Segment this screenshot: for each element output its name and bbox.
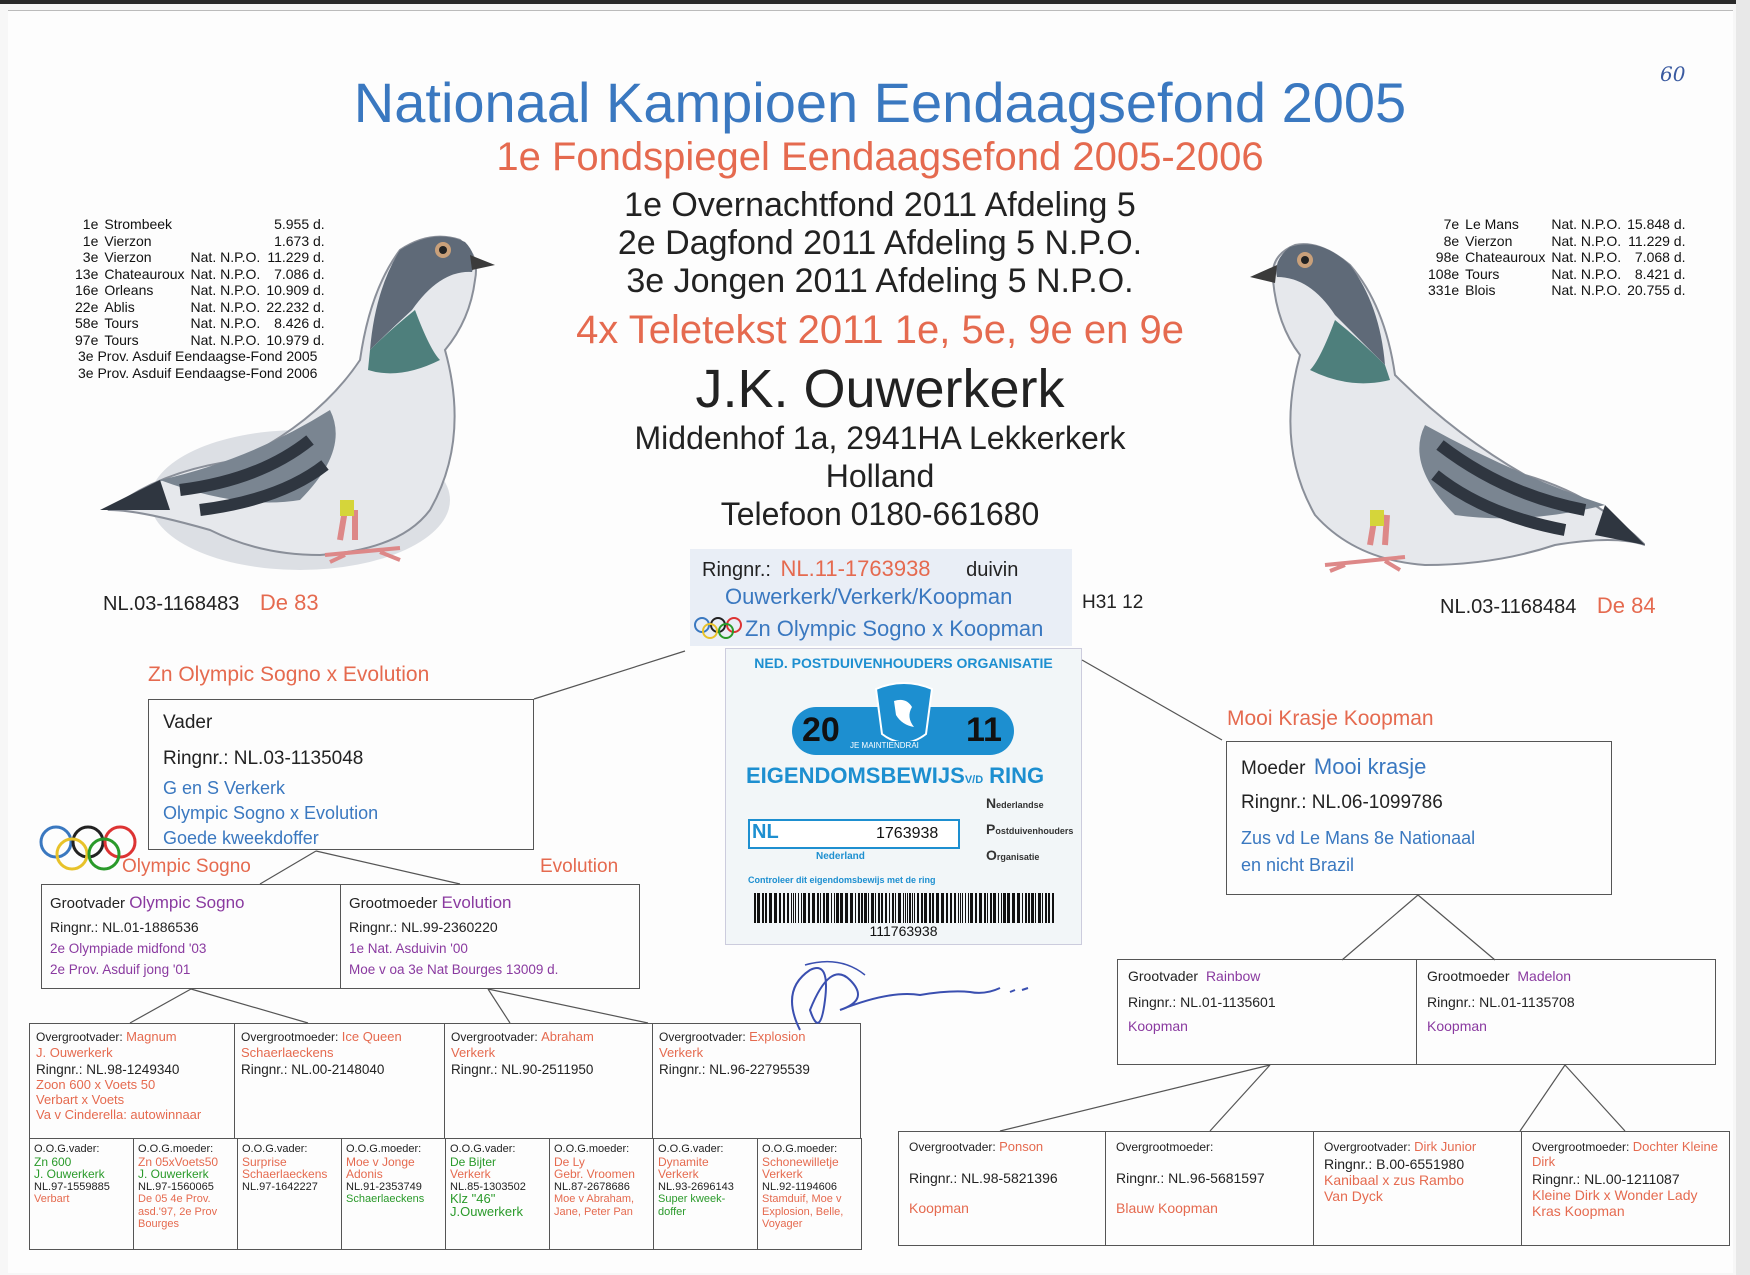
card-country: NL	[752, 821, 779, 843]
left-result-dist: 10.979 d.	[266, 331, 325, 348]
oog-role: O.O.G.moeder:	[762, 1143, 838, 1155]
left-bird-ring: NL.03-1168483	[103, 593, 240, 615]
oog-left-box	[341, 1138, 446, 1250]
grandfather-left-box	[41, 884, 341, 989]
page-title: Nationaal Kampioen Eendaagsefond 2005	[353, 71, 1407, 134]
gp-left-label-left: Olympic Sogno	[122, 856, 251, 877]
ggp-right-ring: Ringnr.: B.00-6551980	[1324, 1156, 1465, 1172]
oog-left-box	[549, 1138, 654, 1250]
oog-left-box	[237, 1138, 342, 1250]
oog-ring: NL.93-2696143	[658, 1180, 734, 1193]
father-line-1: G en S Verkerk	[163, 778, 286, 798]
grandmother-right-line-1: Koopman	[1427, 1018, 1487, 1034]
father-line-3: Goede kweekdoffer	[163, 828, 319, 848]
father-line-2: Olympic Sogno x Evolution	[163, 803, 379, 823]
ggp-right-role: Overgrootmoeder:	[1116, 1140, 1214, 1154]
left-extra-2: 3e Prov. Asduif Eendaagse-Fond 2006	[78, 364, 318, 381]
ggp-breeder: Verkerk	[659, 1045, 704, 1060]
right-result-place: 98e	[1435, 249, 1460, 265]
oog-name: Moe v Jonge	[346, 1154, 415, 1169]
ggp-right-ring: Ringnr.: NL.00-1211087	[1532, 1171, 1680, 1187]
left-result-race: Orleans	[104, 282, 154, 298]
right-result-race: Le Mans	[1465, 216, 1519, 232]
ggp-ring: Ringnr.: NL.98-1249340	[36, 1062, 180, 1077]
ggp-right-box	[1105, 1131, 1314, 1246]
oog-ring: NL.97-1559885	[34, 1180, 110, 1193]
oog-role: O.O.G.moeder:	[554, 1143, 630, 1155]
ggp-left-box	[444, 1023, 653, 1139]
left-result-place: 3e	[82, 249, 99, 265]
oog-breeder: Verkerk	[450, 1167, 491, 1181]
left-result-place: 13e	[75, 265, 99, 282]
ggp-ring: Ringnr.: NL.00-2148040	[241, 1062, 385, 1077]
oog-line-2: J.Ouwerkerk	[450, 1203, 523, 1219]
oog-role: O.O.G.vader:	[658, 1143, 724, 1155]
card-side-3: Organisatie	[986, 847, 1040, 863]
father-heading: Zn Olympic Sogno x Evolution	[148, 663, 430, 686]
oog-name: Zn 05xVoets50	[138, 1154, 219, 1169]
mother-line-2: en nicht Brazil	[1241, 855, 1355, 875]
right-result-dist: 11.229 d.	[1628, 232, 1686, 249]
left-result-place: 97e	[75, 331, 99, 348]
left-result-dist: 10.909 d.	[266, 282, 325, 298]
oog-ring: NL.97-1642227	[242, 1180, 318, 1193]
ggp-breeder: J. Ouwerkerk	[36, 1045, 113, 1060]
right-result-race: Blois	[1465, 282, 1496, 298]
grandmother-right-ring: Ringnr.: NL.01-1135708	[1427, 994, 1575, 1010]
left-result-race: Vierzon	[104, 232, 152, 249]
right-result-dist: 20.755 d.	[1627, 282, 1686, 298]
ggp-line-2: Verbart x Voets	[36, 1092, 125, 1107]
right-result-place: 108e	[1428, 265, 1460, 282]
card-side-2: Postduivenhouders	[986, 821, 1074, 837]
ggp-role: Overgrootvader:	[659, 1030, 746, 1044]
grandfather-right-role: Grootvader	[1128, 968, 1199, 984]
oog-role: O.O.G.vader:	[450, 1143, 516, 1155]
card-ring-number: 1763938	[876, 825, 939, 842]
left-result-dist: 8.426 d.	[274, 315, 325, 331]
grandfather-left-line-2: 2e Prov. Asduif jong '01	[50, 962, 191, 977]
card-title: EIGENDOMSBEWIJSV/D RING	[746, 763, 1045, 788]
left-result-race: Chateauroux	[104, 265, 185, 282]
ggp-right-role: Overgrootvader:	[1324, 1140, 1411, 1154]
ggp-left-box	[234, 1023, 445, 1139]
ggp-right-name: Dirk Junior	[1414, 1139, 1477, 1154]
oog-line: Moe v Abraham, Jane, Peter Pan	[554, 1193, 635, 1218]
right-bird-ring: NL.03-1168484	[1440, 596, 1577, 618]
oog-name: De Bijter	[450, 1154, 497, 1169]
grandmother-left-line-2: Moe v oa 3e Nat Bourges 13009 d.	[349, 962, 559, 977]
oog-breeder: Adonis	[346, 1167, 383, 1181]
barcode-number: 111763938	[869, 923, 938, 939]
father-role: Vader	[163, 712, 213, 733]
left-result-org: Nat. N.P.O.	[190, 265, 261, 282]
oog-name: Schonewilletje	[762, 1154, 839, 1169]
grandmother-left-ring: Ringnr.: NL.99-2360220	[349, 919, 498, 935]
teletekst-line: 4x Teletekst 2011 1e, 5e, 9e en 9e	[576, 308, 1184, 352]
oog-name: De Ly	[554, 1154, 585, 1169]
grandmother-right-box	[1416, 959, 1716, 1065]
right-result-race: Tours	[1465, 265, 1500, 282]
left-result-race: Ablis	[104, 298, 135, 315]
oog-line: Schaerlaeckens	[346, 1193, 425, 1205]
main-ring-number: NL.11-1763938	[780, 556, 931, 581]
right-result-dist: 8.421 d.	[1634, 265, 1686, 282]
right-result-place: 8e	[1443, 232, 1460, 249]
left-result-place: 16e	[75, 282, 99, 298]
handwritten-note: 60	[1660, 62, 1686, 86]
signature-image	[770, 950, 1060, 1050]
oog-line: De 05 4e Prov. asd.'97, 2e Prov Bourges	[138, 1193, 218, 1230]
right-result-org: Nat. N.P.O.	[1551, 232, 1622, 249]
owner-country: Holland	[825, 458, 935, 494]
left-result-race: Tours	[104, 315, 139, 331]
ggp-right-role: Overgrootvader:	[909, 1140, 996, 1154]
ggp-right-line-1: Kleine Dirk x Wonder Lady	[1532, 1187, 1698, 1203]
main-ring-label: Ringnr.:	[702, 559, 771, 581]
ggp-role: Overgrootvader:	[451, 1030, 538, 1044]
grandmother-right-role: Grootmoeder	[1427, 968, 1510, 984]
ggp-right-name: Dochter Kleine Dirk	[1532, 1139, 1719, 1169]
ggp-ring: Ringnr.: NL.90-2511950	[451, 1062, 594, 1077]
oog-left-box	[133, 1138, 238, 1250]
left-result-org: Nat. N.P.O.	[190, 249, 261, 265]
achievement-line-3: 3e Jongen 2011 Afdeling 5 N.P.O.	[626, 262, 1134, 300]
grandmother-left-name: Evolution	[441, 893, 512, 912]
owner-name: J.K. Ouwerkerk	[695, 359, 1065, 419]
oog-left-box	[653, 1138, 758, 1250]
grandfather-right-box	[1117, 959, 1417, 1065]
right-result-race: Chateauroux	[1465, 249, 1546, 265]
oog-breeder: Gebr. Vroomen	[554, 1167, 635, 1181]
left-result-dist: 1.673 d.	[274, 232, 325, 249]
grandfather-left-ring: Ringnr.: NL.01-1886536	[50, 919, 199, 935]
father-ring: Ringnr.: NL.03-1135048	[163, 748, 364, 769]
right-result-place: 331e	[1428, 282, 1460, 298]
achievement-line-1: 1e Overnachtfond 2011 Afdeling 5	[624, 186, 1136, 224]
left-extra-1: 3e Prov. Asduif Eendaagse-Fond 2005	[78, 348, 318, 364]
left-result-dist: 5.955 d.	[274, 216, 325, 232]
ggp-right-ring: Ringnr.: NL.98-5821396	[909, 1170, 1058, 1186]
ggp-right-line-2: Van Dyck	[1324, 1188, 1383, 1204]
left-bird-name: De 83	[259, 590, 319, 615]
left-result-dist: 22.232 d.	[266, 298, 325, 315]
left-result-race: Strombeek	[104, 216, 173, 232]
oog-breeder: Verkerk	[762, 1167, 803, 1181]
grandfather-left-line-1: 2e Olympiade midfond '03	[50, 941, 207, 956]
oog-name: Surprise	[242, 1154, 287, 1169]
ggp-role: Overgrootmoeder:	[241, 1030, 339, 1044]
gp-left-label-right: Evolution	[540, 856, 619, 877]
grandfather-right-name: Rainbow	[1205, 968, 1261, 984]
oog-ring: NL.85-1303502	[450, 1180, 526, 1193]
oog-line: Verbart	[34, 1193, 70, 1205]
oog-left-box	[29, 1138, 134, 1250]
mother-role: Moeder	[1241, 758, 1306, 779]
left-result-place: 22e	[75, 298, 99, 315]
ggp-line-3: Va v Cinderella: autowinnaar	[36, 1107, 202, 1122]
card-year-left: 20	[802, 711, 840, 749]
ggp-right-box	[898, 1131, 1106, 1246]
oog-role: O.O.G.vader:	[34, 1143, 100, 1155]
right-bird-name: De 84	[1596, 593, 1656, 618]
ggp-name: Abraham	[541, 1029, 594, 1044]
right-result-race: Vierzon	[1465, 232, 1513, 249]
ggp-name: Explosion	[749, 1029, 806, 1044]
left-result-place: 1e	[82, 232, 99, 249]
oog-breeder: Verkerk	[658, 1167, 699, 1181]
ggp-right-box	[1521, 1131, 1730, 1246]
ggp-right-role: Overgrootmoeder:	[1532, 1140, 1630, 1154]
grandfather-right-line-1: Koopman	[1128, 1018, 1188, 1034]
card-nederland: Nederland	[816, 851, 865, 862]
oog-role: O.O.G.moeder:	[138, 1143, 214, 1155]
left-result-dist: 7.086 d.	[274, 265, 325, 282]
card-side-1: Nederlandse	[986, 795, 1044, 811]
oog-name: Dynamite	[658, 1154, 709, 1169]
ggp-breeder: Verkerk	[451, 1045, 496, 1060]
ggp-right-line-1: Kanibaal x zus Rambo	[1324, 1172, 1465, 1188]
mother-box	[1226, 741, 1612, 895]
grandfather-left-role: Grootvader	[50, 895, 126, 912]
oog-line: Super kweek-doffer	[658, 1193, 726, 1218]
owner-address: Middenhof 1a, 2941HA Lekkerkerk	[634, 420, 1126, 456]
ggp-right-ring: Ringnr.: NL.96-5681597	[1116, 1170, 1265, 1186]
ggp-role: Overgrootvader:	[36, 1030, 123, 1044]
oog-ring: NL.91-2353749	[346, 1180, 422, 1193]
oog-breeder: J. Ouwerkerk	[138, 1167, 209, 1181]
left-result-race: Tours	[104, 331, 139, 348]
mother-line-1: Zus vd Le Mans 8e Nationaal	[1241, 828, 1476, 848]
oog-left-box	[757, 1138, 862, 1250]
ggp-right-line-1: Blauw Koopman	[1116, 1200, 1218, 1216]
grandmother-left-role: Grootmoeder	[349, 895, 438, 912]
achievement-line-2: 2e Dagfond 2011 Afdeling 5 N.P.O.	[617, 224, 1143, 262]
ggp-name: Magnum	[126, 1029, 177, 1044]
left-result-org: Nat. N.P.O.	[190, 331, 261, 348]
ggp-right-name: Ponson	[999, 1139, 1044, 1154]
right-result-dist: 15.848 d.	[1627, 216, 1686, 232]
grandmother-right-name: Madelon	[1517, 968, 1572, 984]
ggp-ring: Ringnr.: NL.96-22795539	[659, 1062, 810, 1077]
grandmother-left-box	[340, 884, 640, 989]
oog-breeder: Schaerlaeckens	[242, 1167, 328, 1181]
main-code: H31 12	[1082, 592, 1144, 613]
ggp-right-line-2: Kras Koopman	[1532, 1203, 1625, 1219]
mother-ring: Ringnr.: NL.06-1099786	[1241, 792, 1443, 813]
main-breeders: Ouwerkerk/Verkerk/Koopman	[725, 584, 1013, 609]
left-result-place: 1e	[82, 216, 99, 232]
right-result-org: Nat. N.P.O.	[1551, 265, 1622, 282]
oog-role: O.O.G.vader:	[242, 1143, 308, 1155]
grandfather-right-ring: Ringnr.: NL.01-1135601	[1128, 994, 1276, 1010]
left-result-place: 58e	[75, 315, 99, 331]
mother-heading: Mooi Krasje Koopman	[1227, 707, 1434, 730]
oog-breeder: J. Ouwerkerk	[34, 1167, 105, 1181]
left-result-race: Vierzon	[104, 249, 152, 265]
oog-line: Klz "46"	[450, 1191, 496, 1206]
ggp-breeder: Schaerlaeckens	[241, 1045, 334, 1060]
father-box	[148, 699, 534, 850]
oog-name: Zn 600	[34, 1154, 72, 1169]
oog-left-box	[445, 1138, 550, 1250]
left-result-dist: 11.229 d.	[267, 249, 325, 265]
owner-phone: Telefoon 0180-661680	[720, 496, 1040, 532]
oog-ring: NL.97-1560065	[138, 1180, 214, 1193]
card-org: NED. POSTDUIVENHOUDERS ORGANISATIE	[754, 655, 1053, 671]
card-control: Controleer dit eigendomsbewijs met de ring	[748, 875, 936, 885]
right-result-org: Nat. N.P.O.	[1551, 282, 1622, 298]
right-result-place: 7e	[1443, 216, 1460, 232]
right-result-org: Nat. N.P.O.	[1551, 249, 1622, 265]
right-result-dist: 7.068 d.	[1634, 249, 1686, 265]
card-year-right: 11	[966, 711, 1002, 749]
grandmother-left-line-1: 1e Nat. Asduivin '00	[349, 941, 468, 956]
oog-ring: NL.87-2678686	[554, 1180, 630, 1193]
left-result-org: Nat. N.P.O.	[190, 282, 261, 298]
left-result-org: Nat. N.P.O.	[190, 298, 261, 315]
mother-name: Mooi krasje	[1313, 754, 1427, 779]
ggp-line-1: Zoon 600 x Voets 50	[36, 1077, 156, 1092]
ggp-left-box	[29, 1023, 235, 1139]
right-result-org: Nat. N.P.O.	[1551, 216, 1622, 232]
ggp-right-box	[1313, 1131, 1522, 1246]
main-description: Zn Olympic Sogno x Koopman	[745, 616, 1044, 641]
page-subtitle: 1e Fondspiegel Eendaagsefond 2005-2006	[496, 135, 1264, 179]
oog-role: O.O.G.moeder:	[346, 1143, 422, 1155]
main-sex: duivin	[966, 559, 1019, 581]
oog-ring: NL.92-1194606	[762, 1180, 838, 1193]
ggp-name: Ice Queen	[341, 1029, 402, 1044]
oog-line: Stamduif, Moe v Explosion, Belle, Voyager	[762, 1193, 844, 1230]
ggp-right-line-1: Koopman	[909, 1200, 969, 1216]
card-motto: JE MAINTIENDRAI	[846, 741, 923, 750]
left-result-org: Nat. N.P.O.	[190, 315, 261, 331]
grandfather-left-name: Olympic Sogno	[129, 893, 245, 912]
